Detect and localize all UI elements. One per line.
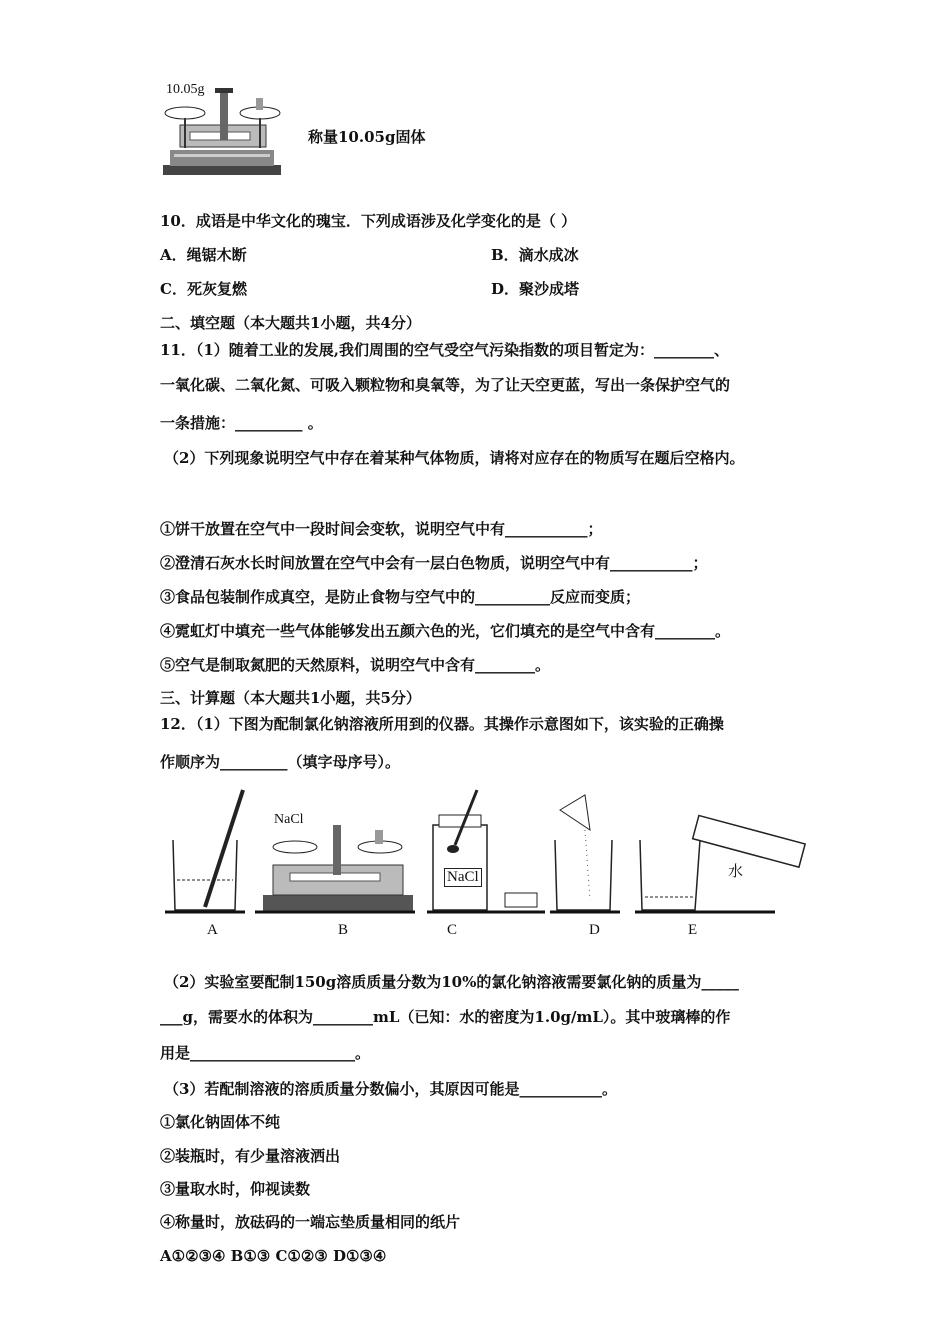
q12-part2-line: 用是______________________。	[160, 1044, 371, 1062]
figure-label-c: C	[447, 922, 458, 938]
q12-line: 12．（1）下图为配制氯化钠溶液所用到的仪器。其操作示意图如下，该实验的正确操	[160, 715, 724, 733]
reason-item: ①氯化钠固体不纯	[160, 1113, 281, 1131]
option-a: A．绳锯木断	[160, 246, 247, 264]
nacl-label-b: NaCl	[274, 812, 304, 827]
q12-part2-line: （2）实验室要配制150g溶质质量分数为10%的氯化钠溶液需要氯化钠的质量为_____	[164, 973, 739, 991]
q12-part2-line: ___g，需要水的体积为________mL（已知：水的密度为1.0g/mL）。其中玻璃棒的作	[160, 1008, 731, 1026]
balance-reading: 10.05g	[166, 82, 205, 97]
figure-label-e: E	[688, 922, 698, 938]
q11-item: ①饼干放置在空气中一段时间会变软，说明空气中有___________；	[160, 520, 603, 538]
q11-line: 一氧化碳、二氧化氮、可吸入颗粒物和臭氧等，为了让天空更蓝，写出一条保护空气的	[160, 376, 731, 394]
q11-item: ③食品包装制作成真空，是防止食物与空气中的__________反应而变质；	[160, 588, 641, 606]
q11-line: 11．（1）随着工业的发展,我们周围的空气受空气污染指数的项目暂定为：________、	[160, 341, 730, 359]
reason-item: ③量取水时，仰视读数	[160, 1180, 311, 1198]
q11-line: 一条措施：_________ 。	[160, 414, 323, 432]
option-c: C．死灰复燃	[160, 280, 247, 298]
answer-choices: A①②③④ B①③ C①②③ D①③④	[160, 1247, 387, 1265]
q11-item: ④霓虹灯中填充一些气体能够发出五颜六色的光，它们填充的是空气中含有________。	[160, 622, 731, 640]
reason-item: ②装瓶时，有少量溶液洒出	[160, 1147, 341, 1165]
question-10-stem: 10．成语是中华文化的瑰宝．下列成语涉及化学变化的是（ ）	[160, 212, 577, 230]
section-3-title: 三、计算题（本大题共1小题，共5分）	[160, 689, 421, 707]
figure-label-d: D	[589, 922, 600, 938]
q11-line: （2）下列现象说明空气中存在着某种气体物质，请将对应存在的物质写在题后空格内。	[164, 449, 745, 467]
q11-item: ②澄清石灰水长时间放置在空气中会有一层白色物质，说明空气中有___________；	[160, 554, 708, 572]
option-b: B．滴水成冰	[491, 246, 579, 264]
q11-item: ⑤空气是制取氮肥的天然原料，说明空气中含有________。	[160, 656, 551, 674]
apparatus-figure	[165, 785, 815, 920]
section-2-title: 二、填空题（本大题共1小题，共4分）	[160, 314, 421, 332]
figure-caption: 称量10.05g固体	[308, 128, 426, 146]
reason-item: ④称量时，放砝码的一端忘垫质量相同的纸片	[160, 1213, 461, 1231]
figure-label-a: A	[207, 922, 218, 938]
nacl-label-c: NaCl	[444, 868, 482, 887]
q12-line: 作顺序为_________（填字母序号）。	[160, 753, 401, 771]
figure-label-b: B	[338, 922, 349, 938]
water-label: 水	[728, 864, 744, 880]
option-d: D．聚沙成塔	[491, 280, 580, 298]
q12-part3: （3）若配制溶液的溶质质量分数偏小，其原因可能是___________。	[164, 1080, 617, 1098]
